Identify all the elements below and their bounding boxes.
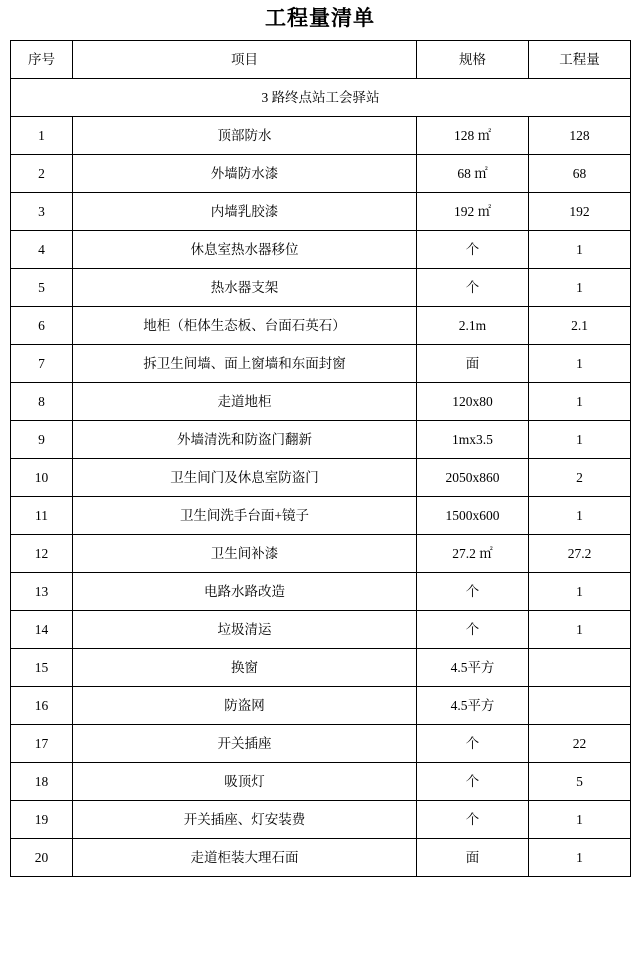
row-no: 17: [11, 725, 73, 763]
row-item: 吸顶灯: [73, 763, 417, 801]
column-header-qty: 工程量: [529, 41, 631, 79]
table-row: [11, 763, 631, 801]
section-title-row: [11, 79, 631, 117]
table-row: [11, 269, 631, 307]
table-row: [11, 573, 631, 611]
table-row: [11, 687, 631, 725]
row-spec: 4.5平方: [417, 687, 529, 725]
row-item: 换窗: [73, 649, 417, 687]
table-row: [11, 231, 631, 269]
row-no: 3: [11, 193, 73, 231]
row-item: 拆卫生间墙、面上窗墙和东面封窗: [73, 345, 417, 383]
table-row: [11, 725, 631, 763]
table-row: [11, 649, 631, 687]
row-no: 16: [11, 687, 73, 725]
row-no: 2: [11, 155, 73, 193]
row-qty: 1: [529, 839, 631, 877]
row-spec: 个: [417, 725, 529, 763]
row-spec: 68 ㎡: [417, 155, 529, 193]
row-item: 外墙防水漆: [73, 155, 417, 193]
row-item: 防盗网: [73, 687, 417, 725]
table-row: [11, 383, 631, 421]
row-no: 13: [11, 573, 73, 611]
row-spec: 120x80: [417, 383, 529, 421]
row-item: 内墙乳胶漆: [73, 193, 417, 231]
row-item: 电路水路改造: [73, 573, 417, 611]
row-spec: 4.5平方: [417, 649, 529, 687]
row-spec: 个: [417, 763, 529, 801]
column-header-no: 序号: [11, 41, 73, 79]
row-no: 4: [11, 231, 73, 269]
row-no: 18: [11, 763, 73, 801]
document-page: [0, 6, 640, 877]
row-spec: 2050x860: [417, 459, 529, 497]
row-spec: 192 ㎡: [417, 193, 529, 231]
row-no: 20: [11, 839, 73, 877]
row-spec: 1500x600: [417, 497, 529, 535]
row-item: 卫生间洗手台面+镜子: [73, 497, 417, 535]
table-row: [11, 421, 631, 459]
row-no: 14: [11, 611, 73, 649]
row-spec: 1mx3.5: [417, 421, 529, 459]
table-row: [11, 497, 631, 535]
bill-of-quantities-table: [10, 40, 631, 877]
row-item: 开关插座、灯安装费: [73, 801, 417, 839]
column-header-spec: 规格: [417, 41, 529, 79]
row-no: 1: [11, 117, 73, 155]
table-row: [11, 345, 631, 383]
row-spec: 个: [417, 611, 529, 649]
row-no: 5: [11, 269, 73, 307]
row-qty: 1: [529, 801, 631, 839]
row-no: 12: [11, 535, 73, 573]
row-qty: 2.1: [529, 307, 631, 345]
row-spec: 128 ㎡: [417, 117, 529, 155]
row-qty: 1: [529, 497, 631, 535]
row-no: 7: [11, 345, 73, 383]
row-spec: 个: [417, 801, 529, 839]
table-header-row: [11, 41, 631, 79]
row-item: 地柜（柜体生态板、台面石英石）: [73, 307, 417, 345]
section-title: 3 路终点站工会驿站: [11, 79, 631, 117]
row-item: 顶部防水: [73, 117, 417, 155]
table-body: [11, 41, 631, 877]
row-qty: 22: [529, 725, 631, 763]
row-no: 15: [11, 649, 73, 687]
row-qty: 1: [529, 269, 631, 307]
row-item: 走道柜装大理石面: [73, 839, 417, 877]
row-item: 卫生间补漆: [73, 535, 417, 573]
row-qty: 128: [529, 117, 631, 155]
row-no: 19: [11, 801, 73, 839]
row-spec: 个: [417, 573, 529, 611]
table-row: [11, 611, 631, 649]
table-row: [11, 801, 631, 839]
row-no: 11: [11, 497, 73, 535]
table-row: [11, 155, 631, 193]
row-qty: 1: [529, 611, 631, 649]
row-qty: [529, 649, 631, 687]
row-item: 休息室热水器移位: [73, 231, 417, 269]
column-header-item: 项目: [73, 41, 417, 79]
row-no: 6: [11, 307, 73, 345]
row-item: 走道地柜: [73, 383, 417, 421]
table-row: [11, 535, 631, 573]
table-row: [11, 307, 631, 345]
row-spec: 2.1m: [417, 307, 529, 345]
row-qty: 1: [529, 231, 631, 269]
row-no: 10: [11, 459, 73, 497]
row-no: 9: [11, 421, 73, 459]
table-row: [11, 459, 631, 497]
row-item: 外墙清洗和防盗门翻新: [73, 421, 417, 459]
row-qty: 1: [529, 383, 631, 421]
row-qty: 1: [529, 345, 631, 383]
row-item: 垃圾清运: [73, 611, 417, 649]
row-spec: 个: [417, 269, 529, 307]
row-item: 卫生间门及休息室防盗门: [73, 459, 417, 497]
table-row: [11, 193, 631, 231]
table-row: [11, 117, 631, 155]
row-item: 开关插座: [73, 725, 417, 763]
row-no: 8: [11, 383, 73, 421]
row-spec: 面: [417, 839, 529, 877]
table-row: [11, 839, 631, 877]
row-qty: [529, 687, 631, 725]
row-spec: 27.2 ㎡: [417, 535, 529, 573]
row-spec: 个: [417, 231, 529, 269]
row-spec: 面: [417, 345, 529, 383]
row-qty: 5: [529, 763, 631, 801]
page-title: 工程量清单: [265, 7, 375, 30]
row-qty: 1: [529, 421, 631, 459]
row-qty: 192: [529, 193, 631, 231]
row-qty: 1: [529, 573, 631, 611]
row-qty: 68: [529, 155, 631, 193]
row-qty: 27.2: [529, 535, 631, 573]
row-qty: 2: [529, 459, 631, 497]
row-item: 热水器支架: [73, 269, 417, 307]
